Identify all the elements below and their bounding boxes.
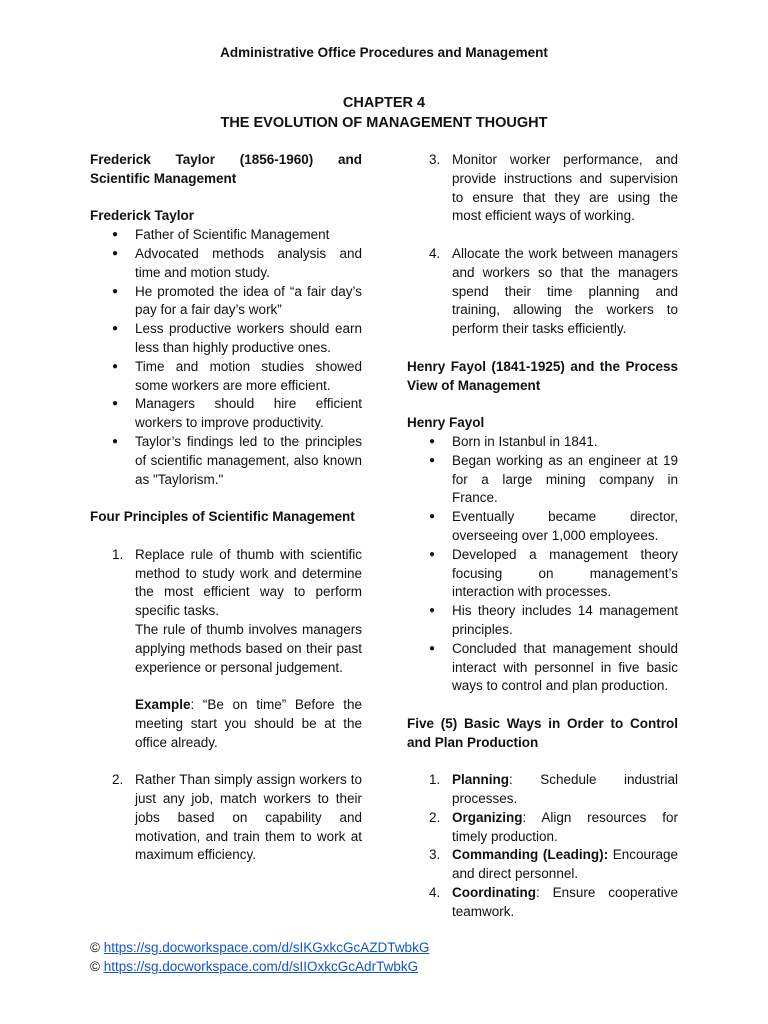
chapter-heading bbox=[0, 93, 768, 133]
list-item: ● Developed a management theory focusing on management’s interaction with processes. bbox=[407, 546, 678, 602]
principle-text: Replace rule of thumb with scientific method to study work and determine the most efficient way to perform specific tasks. bbox=[135, 546, 362, 619]
taylor-subhead: Frederick Taylor bbox=[90, 208, 195, 224]
way-text: Encourage and direct personnel. bbox=[452, 847, 678, 882]
taylor-bullet-list bbox=[90, 226, 362, 489]
list-item bbox=[407, 884, 678, 922]
principles-title: Four Principles of Scientific Management bbox=[90, 509, 355, 525]
example-text: Example: “Be on time” Before the meeting start you should be at the office already. bbox=[135, 697, 362, 750]
example-label: Example bbox=[135, 697, 191, 713]
chapter-title: THE EVOLUTION OF MANAGEMENT THOUGHT bbox=[220, 115, 548, 131]
list-item: ● Concluded that management should interact with personnel in five basic ways to control and plan production. bbox=[407, 640, 678, 696]
principles-list-continued bbox=[407, 151, 678, 339]
way-term: Planning bbox=[452, 772, 509, 788]
list-item bbox=[90, 546, 362, 772]
five-ways-list bbox=[407, 771, 678, 921]
copyright-symbol: © bbox=[90, 940, 100, 955]
way-text: : Schedule industrial processes. bbox=[452, 772, 678, 807]
way-text: : Align resources for timely production. bbox=[452, 809, 678, 844]
list-number: 3. bbox=[429, 847, 441, 863]
docworkspace-link-2[interactable]: https://sg.docworkspace.com/d/sIIOxkcGcAdrTwbkG bbox=[103, 959, 419, 974]
footer-links bbox=[90, 938, 429, 976]
copyright-symbol: © bbox=[90, 959, 100, 974]
taylor-section-title: Frederick Taylor (1856-1960) and Scientific Management bbox=[90, 152, 362, 186]
way-term: Coordinating bbox=[452, 885, 536, 901]
page-header: Administrative Office Procedures and Management bbox=[220, 45, 548, 60]
fayol-subhead: Henry Fayol bbox=[407, 415, 485, 431]
principle-text-continued: The rule of thumb involves managers applying methods based on their past experience or personal judgement. bbox=[135, 621, 362, 675]
list-item: ● Father of Scientific Management bbox=[90, 226, 362, 245]
list-item bbox=[90, 771, 362, 865]
right-column bbox=[407, 151, 678, 922]
list-item bbox=[407, 151, 678, 245]
list-item: ● Eventually became director, overseeing over 1,000 employees. bbox=[407, 508, 678, 546]
list-number: 4. bbox=[429, 245, 441, 261]
way-term: Commanding (Leading): bbox=[452, 847, 609, 863]
list-item: ● Less productive workers should earn less than highly productive ones. bbox=[90, 320, 362, 358]
way-term: Organizing bbox=[452, 809, 523, 825]
list-item bbox=[407, 846, 678, 884]
list-item: ● Taylor’s findings led to the principles of scientific management, also known as "Taylorism." bbox=[90, 433, 362, 489]
list-number: 1. bbox=[429, 772, 441, 788]
left-column bbox=[90, 151, 362, 865]
footer-line-2 bbox=[90, 957, 429, 976]
list-number: 2. bbox=[112, 772, 124, 788]
list-item: ● His theory includes 14 management principles. bbox=[407, 602, 678, 640]
principle-text: Monitor worker performance, and provide instructions and supervision to ensure that they are using the most efficient ways of working. bbox=[452, 152, 678, 224]
way-text: : Ensure cooperative teamwork. bbox=[452, 885, 678, 919]
list-number: 1. bbox=[112, 546, 124, 562]
list-item: ● Time and motion studies showed some workers are more efficient. bbox=[90, 358, 362, 396]
fayol-bullet-list bbox=[407, 433, 678, 696]
docworkspace-link-1[interactable]: https://sg.docworkspace.com/d/sIKGxkcGcAZDTwbkG bbox=[103, 940, 430, 955]
footer-line-1 bbox=[90, 938, 429, 957]
chapter-number: CHAPTER 4 bbox=[342, 95, 426, 111]
list-number: 4. bbox=[429, 885, 441, 901]
principle-text: Rather Than simply assign workers to just any job, match workers to their jobs based on capability and motivation, and train them to work at maximum efficiency. bbox=[135, 772, 362, 863]
principle-text: Allocate the work between managers and workers so that the managers spend their time planning and training, allowing the workers to perform their tasks efficiently. bbox=[452, 245, 678, 337]
fayol-section-title: Henry Fayol (1841-1925) and the Process View of Management bbox=[407, 358, 678, 393]
principles-list bbox=[90, 546, 362, 866]
list-item: ● Managers should hire efficient workers to improve productivity. bbox=[90, 395, 362, 433]
list-item: ● Advocated methods analysis and time and motion study. bbox=[90, 245, 362, 283]
list-item bbox=[407, 771, 678, 809]
five-ways-title: Five (5) Basic Ways in Order to Control and Plan Production bbox=[407, 715, 678, 750]
list-number: 2. bbox=[429, 809, 441, 825]
list-item bbox=[407, 809, 678, 847]
list-item bbox=[407, 245, 678, 339]
list-item: ● He promoted the idea of “a fair day’s pay for a fair day’s work” bbox=[90, 283, 362, 321]
list-item: ● Born in Istanbul in 1841. bbox=[407, 433, 678, 452]
list-number: 3. bbox=[429, 152, 441, 167]
list-item: ● Began working as an engineer at 19 for a large mining company in France. bbox=[407, 452, 678, 508]
